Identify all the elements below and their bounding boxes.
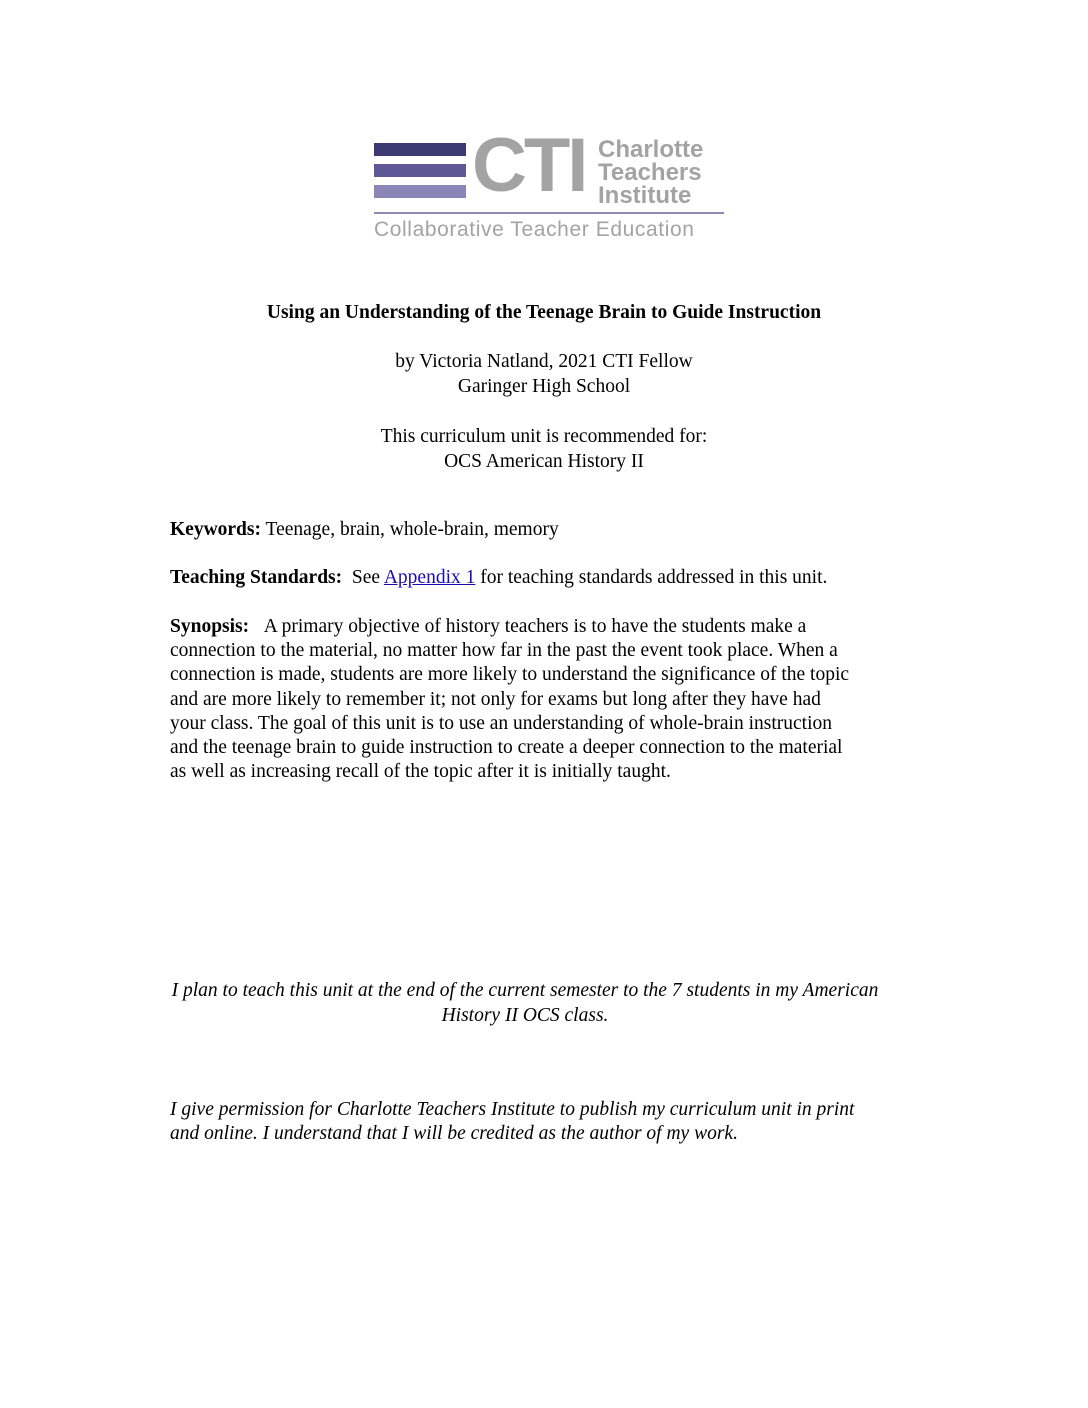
logo-name-line: Charlotte bbox=[598, 136, 704, 163]
plan-line: History II OCS class. bbox=[441, 1005, 609, 1026]
logo-bars-icon bbox=[374, 143, 466, 199]
logo-abbreviation: CTI bbox=[472, 123, 586, 208]
synopsis-text: connection to the material, no matter how far in the past the event took place. When a bbox=[170, 640, 838, 662]
keywords-text: Teenage, brain, whole-brain, memory bbox=[265, 519, 559, 540]
standards-pre-link: See bbox=[351, 567, 381, 588]
synopsis-text: and the teenage brain to guide instruction to create a deeper connection to the material bbox=[170, 737, 843, 759]
permission-line: and online. I understand that I will be credited as the author of my work. bbox=[170, 1123, 738, 1144]
logo-name-line: Institute bbox=[598, 182, 692, 209]
keywords-label: Keywords: bbox=[170, 519, 261, 540]
permission-line: I give permission for Charlotte Teachers Institute to publish my curriculum unit in print bbox=[170, 1099, 855, 1120]
synopsis-text: and are more likely to remember it; not only for exams but long after they have had bbox=[170, 688, 821, 710]
recommend-intro: This curriculum unit is recommended for: bbox=[380, 426, 708, 447]
logo-bar-top bbox=[374, 143, 466, 156]
author-byline bbox=[0, 349, 1088, 399]
cti-logo bbox=[372, 123, 732, 248]
keywords-paragraph bbox=[170, 518, 930, 542]
synopsis-text: your class. The goal of this unit is to use an understanding of whole-brain instruction bbox=[170, 712, 832, 734]
synopsis-line-first bbox=[170, 615, 930, 639]
logo-name-line: Teachers bbox=[598, 159, 702, 186]
author-line: by Victoria Natland, 2021 CTI Fellow bbox=[395, 351, 693, 372]
logo-bar-bottom bbox=[374, 185, 466, 198]
recommendation bbox=[0, 424, 1088, 474]
standards-label: Teaching Standards: bbox=[170, 567, 343, 588]
teaching-standards-paragraph bbox=[170, 566, 930, 590]
appendix-1-link[interactable]: Appendix 1 bbox=[383, 567, 476, 588]
logo-divider bbox=[374, 212, 724, 214]
standards-post-link: for teaching standards addressed in this unit. bbox=[480, 567, 828, 588]
recommend-course: OCS American History II bbox=[444, 451, 644, 472]
logo-tagline: Collaborative Teacher Education bbox=[374, 218, 695, 241]
teaching-plan-note bbox=[100, 978, 950, 1028]
synopsis-paragraph bbox=[170, 615, 930, 784]
school-line: Garinger High School bbox=[457, 376, 631, 397]
permission-note bbox=[170, 1098, 950, 1146]
document-title: Using an Understanding of the Teenage Brain to Guide Instruction bbox=[266, 302, 822, 323]
synopsis-label: Synopsis: bbox=[170, 616, 250, 637]
plan-line: I plan to teach this unit at the end of the current semester to the 7 students in my American bbox=[171, 980, 879, 1001]
logo-bar-middle bbox=[374, 164, 466, 177]
logo-institute-name bbox=[598, 138, 703, 207]
synopsis-text: connection is made, students are more likely to understand the significance of the topic bbox=[170, 664, 850, 686]
synopsis-text: A primary objective of history teachers is to have the students make a bbox=[263, 616, 807, 637]
synopsis-text: as well as increasing recall of the topic after it is initially taught. bbox=[170, 761, 671, 783]
